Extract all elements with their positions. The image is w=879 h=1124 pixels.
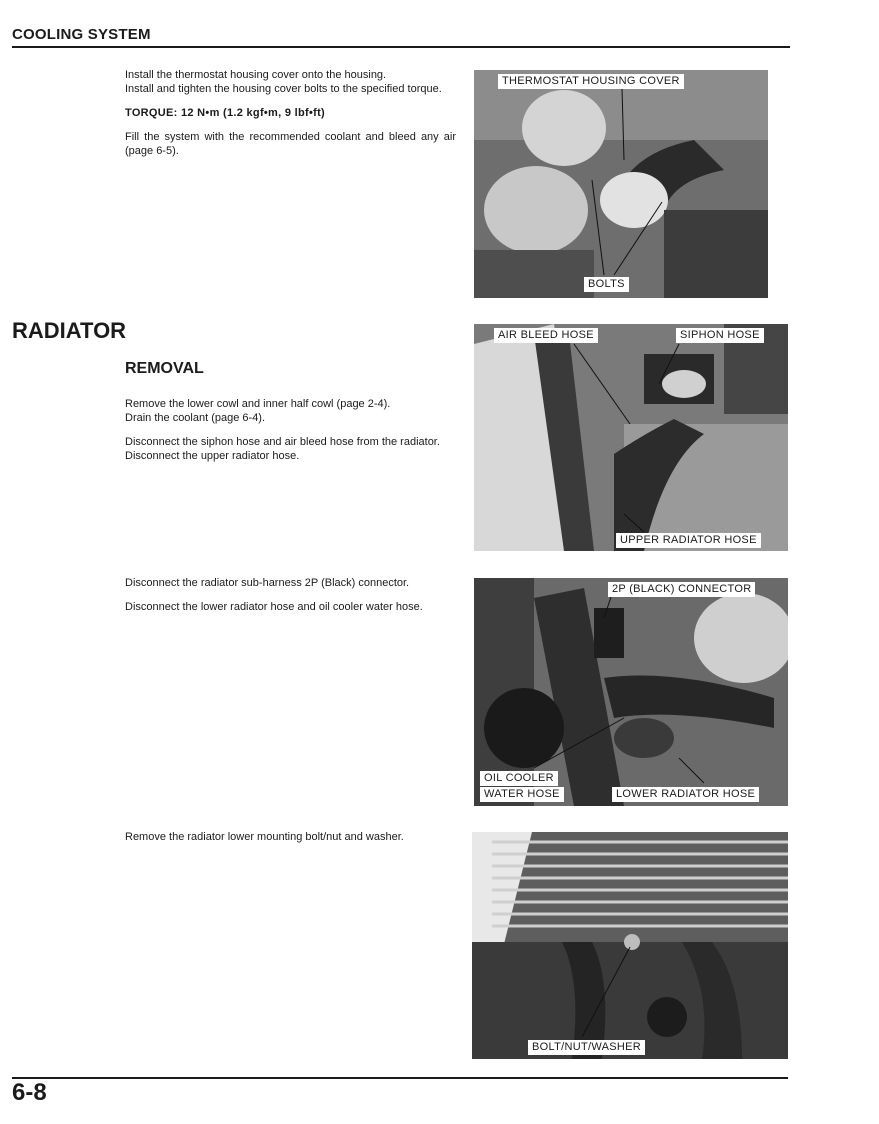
radiator-step1-text [125, 397, 456, 473]
radiator-step3-text [125, 830, 456, 854]
label-oil-cooler: OIL COOLER [480, 771, 558, 786]
label-bolts: BOLTS [584, 277, 629, 292]
label-upper-radiator-hose: UPPER RADIATOR HOSE [616, 533, 761, 548]
page-number: 6-8 [12, 1079, 47, 1106]
mounting-bolt-photo [472, 832, 788, 1059]
label-2p-black-connector: 2P (BLACK) CONNECTOR [608, 582, 755, 597]
step1-line-2: Drain the coolant (page 6-4). [125, 412, 266, 424]
removal-subtitle: REMOVAL [125, 360, 204, 377]
thermostat-text [125, 68, 456, 168]
upper-hoses-photo [474, 324, 788, 551]
thermostat-photo [474, 70, 768, 298]
mounting-bolt-photo-image [472, 832, 788, 1059]
thermostat-step-2: Install and tighten the housing cover bolts to the specified torque. [125, 83, 442, 95]
section-header: COOLING SYSTEM [12, 26, 151, 43]
radiator-title: RADIATOR [12, 318, 127, 343]
step1-line-4: Disconnect the upper radiator hose. [125, 450, 300, 462]
step2-line-1: Disconnect the radiator sub-harness 2P (Black) connector. [125, 577, 410, 589]
label-thermostat-housing-cover: THERMOSTAT HOUSING COVER [498, 74, 684, 89]
thermostat-step-3: Fill the system with the recommended coolant and bleed any air (page 6-5). [125, 131, 456, 157]
lower-hoses-photo [474, 578, 788, 806]
upper-hoses-photo-image [474, 324, 788, 551]
thermostat-step-1: Install the thermostat housing cover onto the housing. [125, 69, 387, 81]
step2-line-2: Disconnect the lower radiator hose and oil cooler water hose. [125, 601, 423, 613]
footer-rule [12, 1077, 788, 1079]
step1-line-1: Remove the lower cowl and inner half cowl (page 2-4). [125, 398, 391, 410]
step1-line-3: Disconnect the siphon hose and air bleed hose from the radiator. [125, 436, 440, 448]
label-air-bleed-hose: AIR BLEED HOSE [494, 328, 598, 343]
header-rule [12, 46, 790, 48]
step3-line-1: Remove the radiator lower mounting bolt/nut and washer. [125, 831, 404, 843]
radiator-step2-text [125, 576, 456, 624]
label-bolt-nut-washer: BOLT/NUT/WASHER [528, 1040, 645, 1055]
label-water-hose: WATER HOSE [480, 787, 564, 802]
torque-spec: TORQUE: 12 N•m (1.2 kgf•m, 9 lbf•ft) [125, 107, 326, 119]
thermostat-photo-image [474, 70, 768, 298]
label-siphon-hose: SIPHON HOSE [676, 328, 764, 343]
label-lower-radiator-hose: LOWER RADIATOR HOSE [612, 787, 759, 802]
